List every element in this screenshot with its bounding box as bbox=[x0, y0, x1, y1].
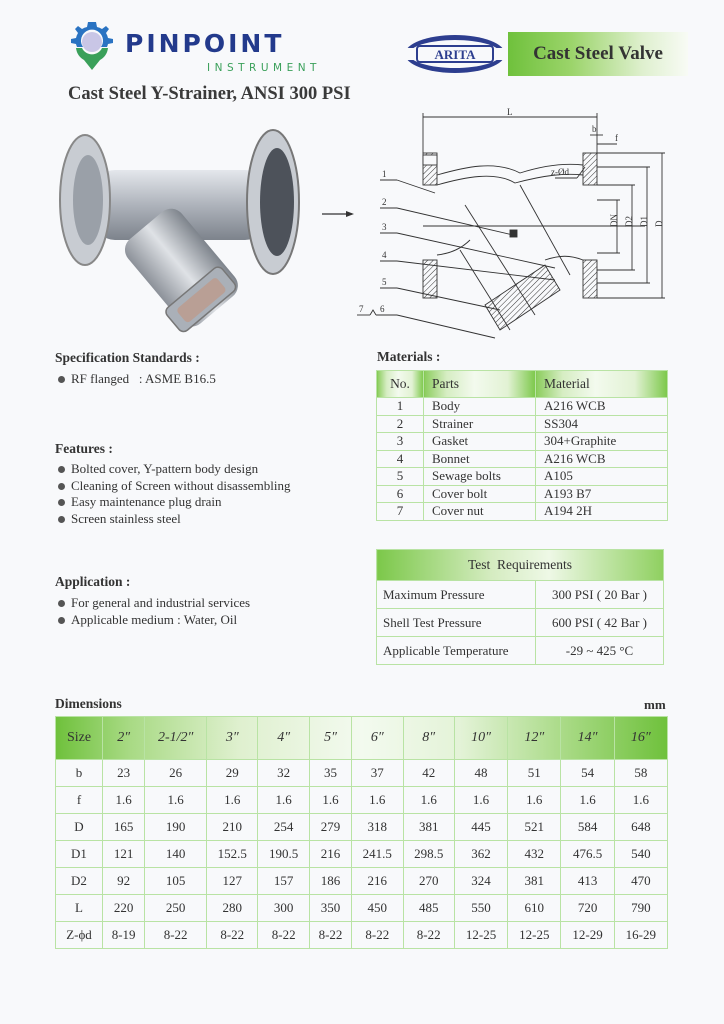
dimension-value: 445 bbox=[454, 814, 507, 841]
materials-row bbox=[377, 450, 668, 468]
application-item: Applicable medium : Water, Oil bbox=[55, 612, 250, 629]
dimension-value: 790 bbox=[614, 895, 667, 922]
test-requirements-heading: Test Requirements bbox=[377, 550, 664, 581]
dimension-value: 165 bbox=[103, 814, 145, 841]
dimension-value: 26 bbox=[145, 760, 207, 787]
dimension-value: 140 bbox=[145, 841, 207, 868]
dimension-value: 157 bbox=[258, 868, 309, 895]
arita-logo bbox=[403, 32, 507, 76]
dimension-label: f bbox=[56, 787, 103, 814]
dimension-value: 476.5 bbox=[561, 841, 614, 868]
part-name: Strainer bbox=[424, 415, 536, 433]
application-list bbox=[55, 595, 250, 628]
dimensions-row bbox=[56, 868, 668, 895]
spec-list bbox=[55, 371, 216, 388]
part-label: 5 bbox=[382, 277, 387, 287]
dimension-value: 254 bbox=[258, 814, 309, 841]
dimension-value: 8-22 bbox=[145, 922, 207, 949]
dimensions-row bbox=[56, 895, 668, 922]
dimension-value: 470 bbox=[614, 868, 667, 895]
dimension-value: 8-19 bbox=[103, 922, 145, 949]
test-row bbox=[377, 637, 664, 665]
dimension-label: L bbox=[56, 895, 103, 922]
dimension-value: 16-29 bbox=[614, 922, 667, 949]
size-column-header: 8″ bbox=[403, 717, 454, 760]
dimension-value: 362 bbox=[454, 841, 507, 868]
dimensions-row bbox=[56, 787, 668, 814]
dimension-value: 105 bbox=[145, 868, 207, 895]
size-column-header: 12″ bbox=[508, 717, 561, 760]
materials-row bbox=[377, 398, 668, 416]
part-name: Body bbox=[424, 398, 536, 416]
materials-row bbox=[377, 485, 668, 503]
dimension-value: 298.5 bbox=[403, 841, 454, 868]
feature-item: Screen stainless steel bbox=[55, 511, 291, 528]
dimension-value: 584 bbox=[561, 814, 614, 841]
dimension-value: 1.6 bbox=[309, 787, 351, 814]
dimension-value: 23 bbox=[103, 760, 145, 787]
part-number: 1 bbox=[377, 398, 424, 416]
dimension-label: Z-ϕd bbox=[56, 922, 103, 949]
dimension-value: 1.6 bbox=[614, 787, 667, 814]
dimension-label: D bbox=[56, 814, 103, 841]
dimension-value: 1.6 bbox=[508, 787, 561, 814]
dimension-value: 241.5 bbox=[352, 841, 403, 868]
size-column-header: 3″ bbox=[207, 717, 258, 760]
dim-label-f: f bbox=[615, 133, 618, 143]
dimension-value: 280 bbox=[207, 895, 258, 922]
test-row bbox=[377, 581, 664, 609]
dimension-value: 29 bbox=[207, 760, 258, 787]
part-name: Cover bolt bbox=[424, 485, 536, 503]
part-label: 7 bbox=[359, 304, 364, 314]
dimension-value: 190.5 bbox=[258, 841, 309, 868]
part-number: 5 bbox=[377, 468, 424, 486]
dimension-value: 1.6 bbox=[207, 787, 258, 814]
part-label: 6 bbox=[380, 304, 385, 314]
size-column-header: 10″ bbox=[454, 717, 507, 760]
part-label: 4 bbox=[382, 250, 387, 260]
dim-label-b: b bbox=[592, 124, 597, 134]
dimension-value: 540 bbox=[614, 841, 667, 868]
part-number: 2 bbox=[377, 415, 424, 433]
size-column-header: 6″ bbox=[352, 717, 403, 760]
materials-row bbox=[377, 468, 668, 486]
features-heading: Features : bbox=[55, 441, 113, 456]
dimension-label: D2 bbox=[56, 868, 103, 895]
technical-drawing bbox=[345, 105, 680, 350]
dimensions-unit: mm bbox=[644, 697, 666, 712]
part-material: A216 WCB bbox=[536, 398, 668, 416]
dimension-value: 51 bbox=[508, 760, 561, 787]
size-column-header: 2″ bbox=[103, 717, 145, 760]
dimensions-row bbox=[56, 922, 668, 949]
part-material: A216 WCB bbox=[536, 450, 668, 468]
dimension-value: 324 bbox=[454, 868, 507, 895]
dim-label-D: D bbox=[654, 220, 664, 227]
dimension-value: 37 bbox=[352, 760, 403, 787]
materials-row bbox=[377, 433, 668, 451]
part-name: Gasket bbox=[424, 433, 536, 451]
part-label: 2 bbox=[382, 197, 387, 207]
dimensions-table bbox=[55, 716, 668, 949]
size-column-header: 5″ bbox=[309, 717, 351, 760]
test-value: -29 ~ 425 °C bbox=[536, 637, 664, 665]
features-list bbox=[55, 461, 291, 527]
dimension-value: 270 bbox=[403, 868, 454, 895]
part-number: 3 bbox=[377, 433, 424, 451]
dimension-value: 381 bbox=[508, 868, 561, 895]
materials-row bbox=[377, 503, 668, 521]
dimensions-row bbox=[56, 814, 668, 841]
dimension-value: 121 bbox=[103, 841, 145, 868]
dimensions-row bbox=[56, 841, 668, 868]
dimension-value: 190 bbox=[145, 814, 207, 841]
dimension-value: 12-25 bbox=[454, 922, 507, 949]
part-material: A194 2H bbox=[536, 503, 668, 521]
arita-logo-text: ARITA bbox=[434, 47, 476, 62]
part-material: A105 bbox=[536, 468, 668, 486]
part-name: Cover nut bbox=[424, 503, 536, 521]
test-requirements-table bbox=[376, 549, 664, 665]
spec-item: RF flanged : ASME B16.5 bbox=[55, 371, 216, 388]
dimension-value: 35 bbox=[309, 760, 351, 787]
dimension-value: 42 bbox=[403, 760, 454, 787]
size-column-header: 14″ bbox=[561, 717, 614, 760]
dimensions-header-row bbox=[56, 717, 668, 760]
size-column-header: 2-1/2″ bbox=[145, 717, 207, 760]
column-header: No. bbox=[377, 371, 424, 398]
dim-label-zd: z-Ød bbox=[551, 167, 569, 177]
dimension-value: 350 bbox=[309, 895, 351, 922]
dim-label-D1: D1 bbox=[639, 216, 649, 227]
dimension-value: 413 bbox=[561, 868, 614, 895]
dimension-value: 8-22 bbox=[258, 922, 309, 949]
materials-header-row bbox=[377, 371, 668, 398]
dimension-label: D1 bbox=[56, 841, 103, 868]
brand-name: PINPOINT bbox=[125, 29, 285, 58]
test-row bbox=[377, 609, 664, 637]
dimension-value: 550 bbox=[454, 895, 507, 922]
part-material: 304+Graphite bbox=[536, 433, 668, 451]
size-header: Size bbox=[56, 717, 103, 760]
test-value: 300 PSI ( 20 Bar ) bbox=[536, 581, 664, 609]
dimension-value: 485 bbox=[403, 895, 454, 922]
part-number: 4 bbox=[377, 450, 424, 468]
materials-table bbox=[376, 370, 668, 521]
dimension-value: 381 bbox=[403, 814, 454, 841]
dimension-value: 216 bbox=[352, 868, 403, 895]
materials-row bbox=[377, 415, 668, 433]
test-parameter: Applicable Temperature bbox=[377, 637, 536, 665]
column-header: Parts bbox=[424, 371, 536, 398]
dimension-value: 1.6 bbox=[403, 787, 454, 814]
dimensions-row bbox=[56, 760, 668, 787]
dimension-value: 450 bbox=[352, 895, 403, 922]
dimension-value: 8-22 bbox=[309, 922, 351, 949]
dim-label-L: L bbox=[507, 107, 513, 117]
part-material: A193 B7 bbox=[536, 485, 668, 503]
dimension-value: 8-22 bbox=[352, 922, 403, 949]
dimension-value: 8-22 bbox=[403, 922, 454, 949]
feature-item: Easy maintenance plug drain bbox=[55, 494, 291, 511]
test-parameter: Shell Test Pressure bbox=[377, 609, 536, 637]
part-material: SS304 bbox=[536, 415, 668, 433]
dimension-value: 58 bbox=[614, 760, 667, 787]
dimension-value: 610 bbox=[508, 895, 561, 922]
dimension-value: 1.6 bbox=[103, 787, 145, 814]
dimension-value: 48 bbox=[454, 760, 507, 787]
dimension-value: 318 bbox=[352, 814, 403, 841]
dimension-value: 250 bbox=[145, 895, 207, 922]
part-name: Sewage bolts bbox=[424, 468, 536, 486]
dimension-value: 8-22 bbox=[207, 922, 258, 949]
feature-item: Bolted cover, Y-pattern body design bbox=[55, 461, 291, 478]
part-label: 1 bbox=[382, 169, 387, 179]
spec-heading: Specification Standards : bbox=[55, 350, 200, 365]
dimension-value: 279 bbox=[309, 814, 351, 841]
part-number: 7 bbox=[377, 503, 424, 521]
size-column-header: 4″ bbox=[258, 717, 309, 760]
dimension-value: 521 bbox=[508, 814, 561, 841]
dimensions-heading: Dimensions bbox=[55, 696, 122, 711]
dimension-value: 432 bbox=[508, 841, 561, 868]
dimension-value: 300 bbox=[258, 895, 309, 922]
dim-label-D2: D2 bbox=[624, 216, 634, 227]
document-title: Cast Steel Y-Strainer, ANSI 300 PSI bbox=[68, 84, 351, 104]
application-heading: Application : bbox=[55, 574, 131, 589]
pinpoint-logo-icon bbox=[68, 18, 116, 74]
test-parameter: Maximum Pressure bbox=[377, 581, 536, 609]
column-header: Material bbox=[536, 371, 668, 398]
dimension-value: 12-29 bbox=[561, 922, 614, 949]
dimension-value: 186 bbox=[309, 868, 351, 895]
feature-item: Cleaning of Screen without disassembling bbox=[55, 478, 291, 495]
size-column-header: 16″ bbox=[614, 717, 667, 760]
dimension-value: 1.6 bbox=[258, 787, 309, 814]
dimension-value: 216 bbox=[309, 841, 351, 868]
part-number: 6 bbox=[377, 485, 424, 503]
dimension-value: 1.6 bbox=[561, 787, 614, 814]
product-photo bbox=[55, 120, 305, 340]
category-banner: Cast Steel Valve bbox=[508, 32, 688, 76]
dimension-value: 54 bbox=[561, 760, 614, 787]
dimension-value: 152.5 bbox=[207, 841, 258, 868]
dimension-value: 12-25 bbox=[508, 922, 561, 949]
test-value: 600 PSI ( 42 Bar ) bbox=[536, 609, 664, 637]
dimension-value: 648 bbox=[614, 814, 667, 841]
part-name: Bonnet bbox=[424, 450, 536, 468]
dimension-value: 210 bbox=[207, 814, 258, 841]
dimension-value: 1.6 bbox=[352, 787, 403, 814]
part-label: 3 bbox=[382, 222, 387, 232]
dimension-label: b bbox=[56, 760, 103, 787]
dimension-value: 220 bbox=[103, 895, 145, 922]
dimension-value: 1.6 bbox=[145, 787, 207, 814]
dimension-value: 720 bbox=[561, 895, 614, 922]
dimension-value: 92 bbox=[103, 868, 145, 895]
application-item: For general and industrial services bbox=[55, 595, 250, 612]
materials-heading: Materials : bbox=[377, 349, 441, 364]
dimension-value: 127 bbox=[207, 868, 258, 895]
dim-label-DN: DN bbox=[609, 214, 619, 227]
dimension-value: 1.6 bbox=[454, 787, 507, 814]
dimension-value: 32 bbox=[258, 760, 309, 787]
brand-subtitle: INSTRUMENT bbox=[207, 62, 321, 74]
